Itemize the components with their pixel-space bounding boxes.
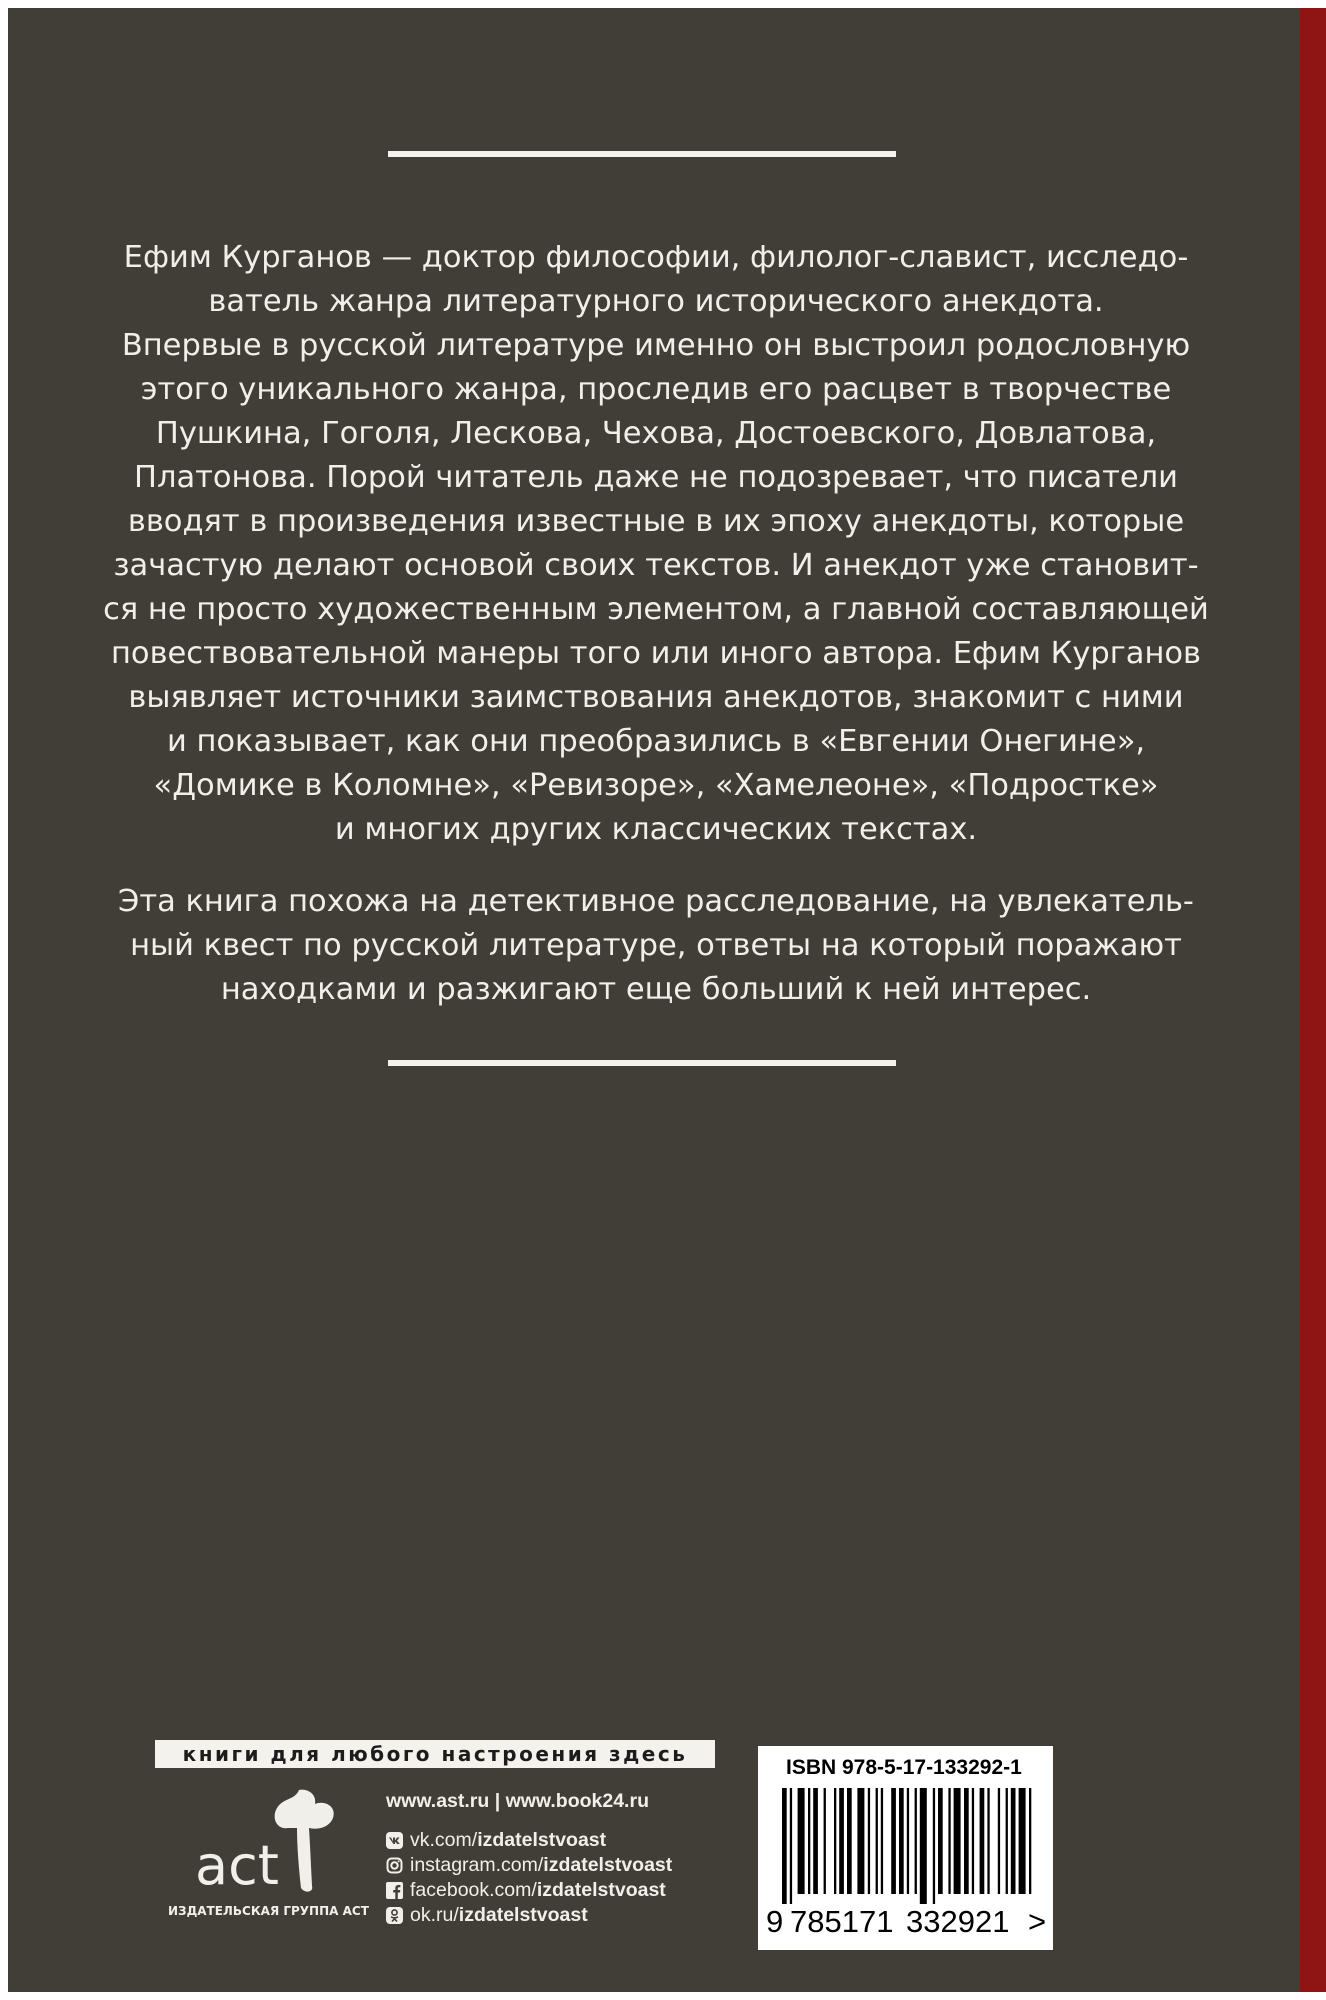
- logo-letters: act: [195, 1834, 279, 1897]
- social-link-facebook[interactable]: [386, 1878, 672, 1903]
- description-line: этого уникального жанра, проследив его расцвет в творчестве: [140, 372, 1172, 407]
- description-line: ся не просто художественным элементом, а главной составляющей: [103, 592, 1209, 627]
- publisher-name: ИЗДАТЕЛЬСКАЯ ГРУППА АСТ: [168, 1904, 369, 1918]
- book-description: [56, 236, 1256, 1012]
- isbn-quiet-zone-marker: >: [1028, 1904, 1047, 1939]
- description-line: Платонова. Порой читатель даже не подозревает, что писатели: [134, 460, 1178, 495]
- barcode-icon: [782, 1788, 1032, 1904]
- barcode-bar: [915, 1788, 917, 1894]
- description-line: ватель жанра литературного исторического анекдота.: [208, 284, 1104, 319]
- barcode-bar: [987, 1788, 989, 1894]
- isbn-digit-group-left: 785171: [790, 1904, 894, 1939]
- barcode-bar: [857, 1788, 864, 1894]
- book-back-cover: [8, 8, 1300, 1992]
- description-line: повествовательной манеры того или иного автора. Ефим Курганов: [110, 636, 1202, 671]
- barcode-bar: [972, 1788, 974, 1894]
- barcode-bar: [1019, 1788, 1026, 1894]
- social-url-prefix: instagram.com/: [410, 1854, 544, 1876]
- barcode-bar: [1006, 1788, 1008, 1894]
- description-line: выявляет источники заимствования анекдотов, знакомит с ними: [128, 680, 1184, 715]
- description-line: Эта книга похожа на детективное расследование, на увлекатель-: [118, 884, 1194, 919]
- barcode-bar: [1011, 1788, 1016, 1894]
- social-url-prefix: facebook.com/: [410, 1879, 537, 1901]
- barcode-bar: [813, 1788, 818, 1894]
- isbn-digits: [766, 1904, 1047, 1940]
- description-line: Впервые в русской литературе именно он выстроил родословную: [121, 328, 1191, 363]
- description-paragraph-1: [56, 236, 1256, 852]
- description-line: Пушкина, Гоголя, Лескова, Чехова, Достоевского, Довлатова,: [155, 416, 1157, 451]
- barcode-bar: [790, 1788, 792, 1904]
- isbn-digit-group-right: 332921: [906, 1904, 1010, 1939]
- barcode-bar: [1029, 1788, 1031, 1894]
- barcode-bar: [948, 1788, 950, 1894]
- description-line: вводят в произведения известные в их эпоху анекдоты, которые: [127, 504, 1185, 539]
- social-link-vk[interactable]: [386, 1828, 672, 1853]
- barcode-bar: [881, 1788, 883, 1894]
- barcode-bar: [980, 1788, 985, 1894]
- instagram-icon: [386, 1857, 403, 1874]
- social-handle: izdatelstvoast: [477, 1829, 607, 1851]
- publisher-links: [386, 1786, 672, 1928]
- social-link-instagram[interactable]: [386, 1853, 672, 1878]
- description-paragraph-2: [56, 880, 1256, 1012]
- description-line: Ефим Курганов — доктор философии, филолог-славист, исследо-: [123, 240, 1189, 275]
- isbn-label: ISBN 978-5-17-133292-1: [786, 1756, 1022, 1779]
- barcode-bar: [782, 1788, 787, 1904]
- cactus-shape: [275, 1790, 334, 1892]
- barcode-bar: [933, 1788, 935, 1904]
- social-handle: izdatelstvoast: [458, 1904, 588, 1926]
- barcode-bar: [876, 1788, 878, 1894]
- publisher-logo: [168, 1786, 368, 1946]
- barcode-bar: [824, 1788, 826, 1894]
- facebook-icon: [386, 1882, 403, 1899]
- spine-edge: [1300, 8, 1326, 1992]
- barcode-bar: [868, 1788, 870, 1894]
- odnoklassniki-icon: [386, 1907, 403, 1924]
- social-url-prefix: ok.ru/: [410, 1904, 459, 1926]
- barcode-bar: [808, 1788, 810, 1894]
- social-url-prefix: vk.com/: [410, 1829, 478, 1851]
- barcode-bar: [964, 1788, 969, 1894]
- bottom-divider: [388, 1060, 896, 1066]
- barcode-bar: [920, 1788, 927, 1904]
- barcode-bar: [998, 1788, 1000, 1894]
- vk-icon: [386, 1832, 403, 1849]
- barcode-bar: [938, 1788, 943, 1894]
- barcode-bar: [839, 1788, 844, 1894]
- isbn-digit-prefix: 9: [766, 1904, 784, 1939]
- description-line: «Домике в Коломне», «Ревизоре», «Хамелеоне», «Подростке»: [153, 768, 1159, 803]
- barcode-bar: [847, 1788, 852, 1894]
- description-line: находками и разжигают еще больший к ней интерес.: [220, 972, 1092, 1007]
- social-handle: izdatelstvoast: [543, 1854, 673, 1876]
- description-line: зачастую делают основой своих текстов. И анекдот уже становит-: [113, 548, 1199, 583]
- description-line: и многих других классических текстах.: [334, 812, 978, 847]
- description-line: и показывает, как они преобразились в «Евгении Онегине»,: [166, 724, 1146, 759]
- top-divider: [388, 151, 896, 157]
- ast-logo-icon: [193, 1786, 343, 1898]
- barcode-bar: [798, 1788, 805, 1894]
- barcode-bar: [907, 1788, 909, 1894]
- isbn-barcode: [758, 1746, 1053, 1950]
- barcode-bar: [899, 1788, 904, 1894]
- social-link-ok[interactable]: [386, 1903, 672, 1928]
- social-handle: izdatelstvoast: [536, 1879, 666, 1901]
- barcode-bar: [891, 1788, 896, 1894]
- slogan-banner: книги для любого настроения здесь: [155, 1740, 715, 1768]
- website-links[interactable]: www.ast.ru | www.book24.ru: [386, 1790, 649, 1812]
- barcode-bar: [834, 1788, 836, 1894]
- description-line: ный квест по русской литературе, ответы на который поражают: [130, 928, 1182, 963]
- barcode-bar: [954, 1788, 961, 1894]
